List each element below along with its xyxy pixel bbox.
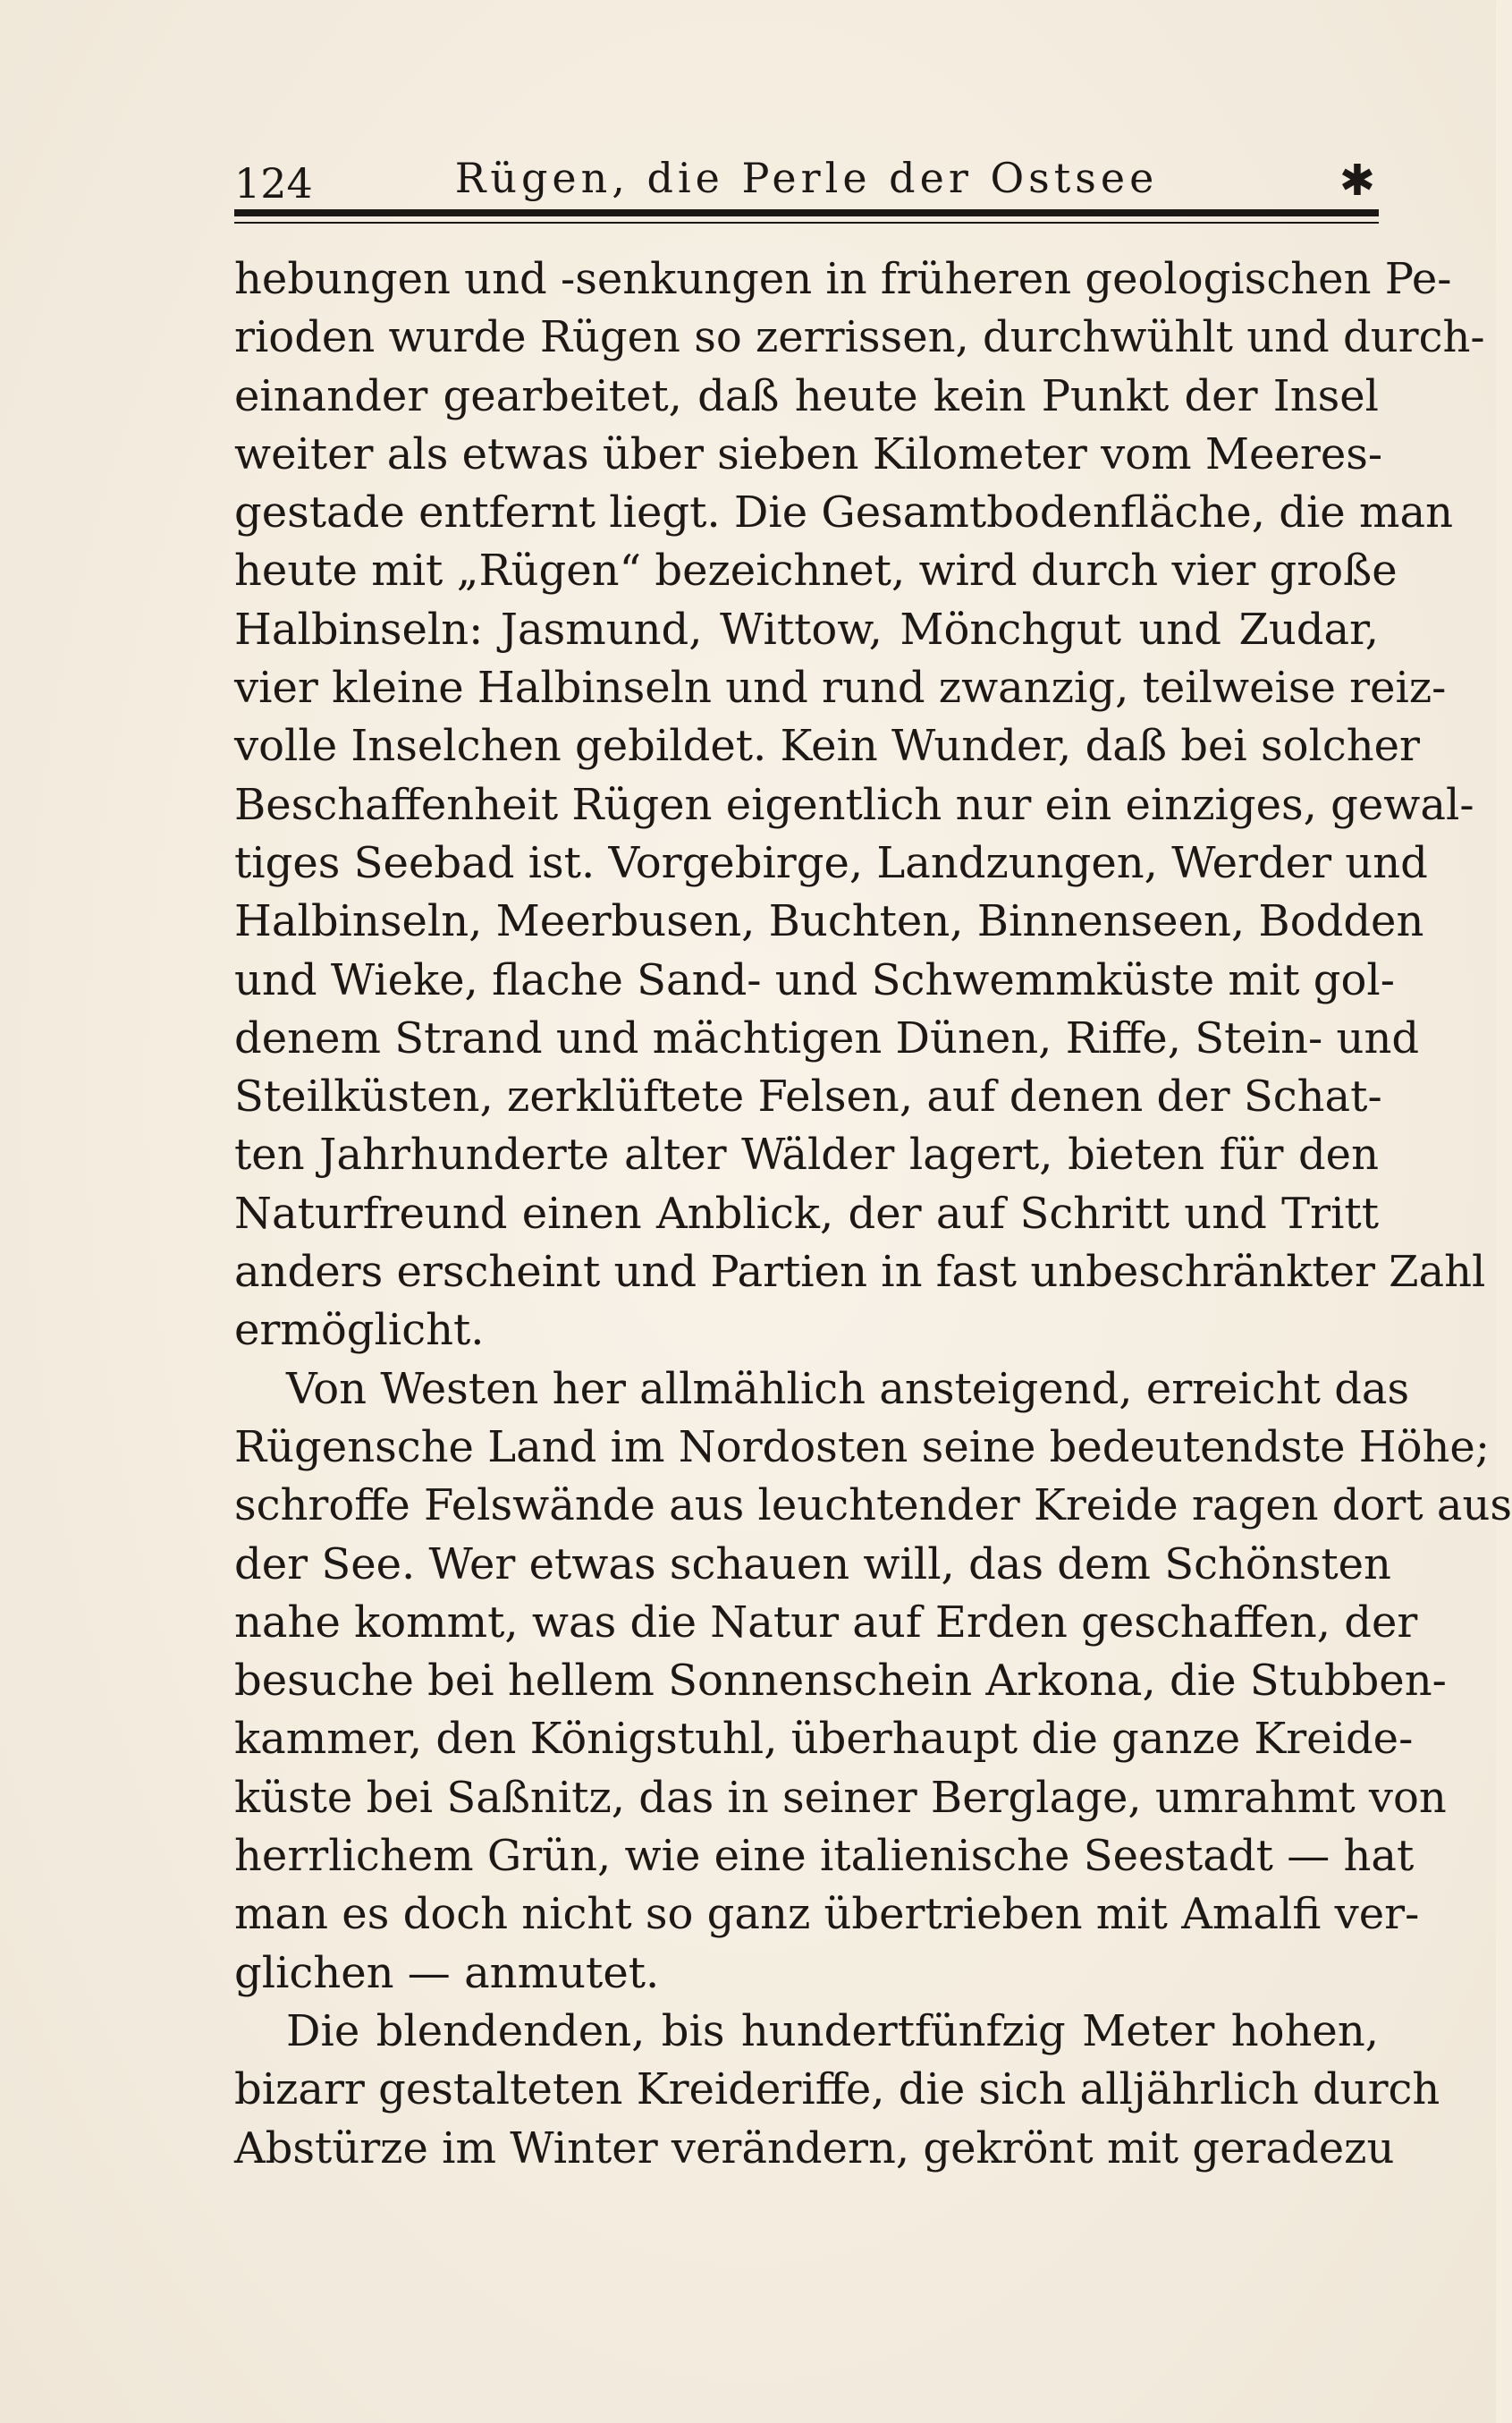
text-line: Abstürze im Winter verändern, gekrönt mit geradezu [234,2122,1395,2173]
text-line: schroffe Felswände aus leuchtender Kreide ragen dort aus [234,1480,1512,1531]
text-line: kammer, den Königstuhl, überhaupt die ganze Kreide- [234,1714,1414,1765]
text-line: rioden wurde Rügen so zerrissen, durchwühlt und durch- [234,312,1485,363]
text-line: herrlichem Grün, wie eine italienische Seestadt — hat [234,1831,1415,1882]
text-line: man es doch nicht so ganz übertrieben mit Amalfi ver- [234,1889,1420,1940]
text-line: hebungen und -senkungen in früheren geologischen Pe- [234,254,1452,304]
text-line: besuche bei hellem Sonnenschein Arkona, die Stubben- [234,1656,1447,1707]
text-line: ermöglicht. [234,1305,485,1356]
asterisk-icon: ✱ [1339,156,1375,206]
text-line: glichen — anmutet. [234,1947,660,1998]
running-title: Rügen, die Perle der Ostsee [454,154,1159,202]
text-line: Halbinseln: Jasmund, Wittow, Mönchgut und Zudar, [234,604,1379,655]
text-line: Von Westen her allmählich ansteigend, erreicht das [286,1363,1410,1414]
text-line: Naturfreund einen Anblick, der auf Schritt und Tritt [234,1188,1379,1239]
header-rule-thin [234,222,1379,224]
text-line: Beschaffenheit Rügen eigentlich nur ein einziges, gewal- [234,779,1474,830]
page-number: 124 [234,159,313,208]
paragraph [234,1360,1512,2003]
paragraph [234,250,1486,1360]
text-line: vier kleine Halbinseln und rund zwanzig, teilweise reiz- [234,663,1447,714]
text-line: tiges Seebad ist. Vorgebirge, Landzungen, Werder und [234,837,1428,888]
text-line: nahe kommt, was die Natur auf Erden geschaffen, der [234,1597,1418,1648]
text-line: anders erscheint und Partien in fast unbeschränkter Zahl [234,1247,1486,1298]
text-line: Halbinseln, Meerbusen, Buchten, Binnenseen, Bodden [234,896,1424,947]
text-line: heute mit „Rügen“ bezeichnet, wird durch vier große [234,546,1398,597]
text-line: volle Inselchen gebildet. Kein Wunder, daß bei solcher [234,721,1420,772]
text-line: Die blendenden, bis hundertfünfzig Meter hohen, [286,2005,1379,2056]
text-line: küste bei Saßnitz, das in seiner Berglage, umrahmt von [234,1772,1447,1823]
text-line: ten Jahrhunderte alter Wälder lagert, bieten für den [234,1130,1379,1181]
header-rule [234,209,1379,216]
text-line: bizarr gestalteten Kreideriffe, die sich alljährlich durch [234,2064,1440,2115]
text-line: der See. Wer etwas schauen will, das dem Schönsten [234,1538,1391,1589]
text-line: einander gearbeitet, daß heute kein Punkt der Insel [234,370,1379,421]
paragraph [234,2003,1440,2178]
text-line: Rügensche Land im Nordosten seine bedeutendste Höhe; [234,1421,1490,1472]
text-line: und Wieke, flache Sand- und Schwemmküste mit gol- [234,954,1395,1005]
text-line: weiter als etwas über sieben Kilometer vom Meeres- [234,428,1383,479]
text-line: Steilküsten, zerklüftete Felsen, auf denen der Schat- [234,1072,1382,1123]
text-line: denem Strand und mächtigen Dünen, Riffe, Stein- und [234,1012,1420,1063]
body-text [234,250,1512,2178]
page-header [234,150,1379,213]
text-line: gestade entfernt liegt. Die Gesamtbodenfläche, die man [234,487,1454,538]
